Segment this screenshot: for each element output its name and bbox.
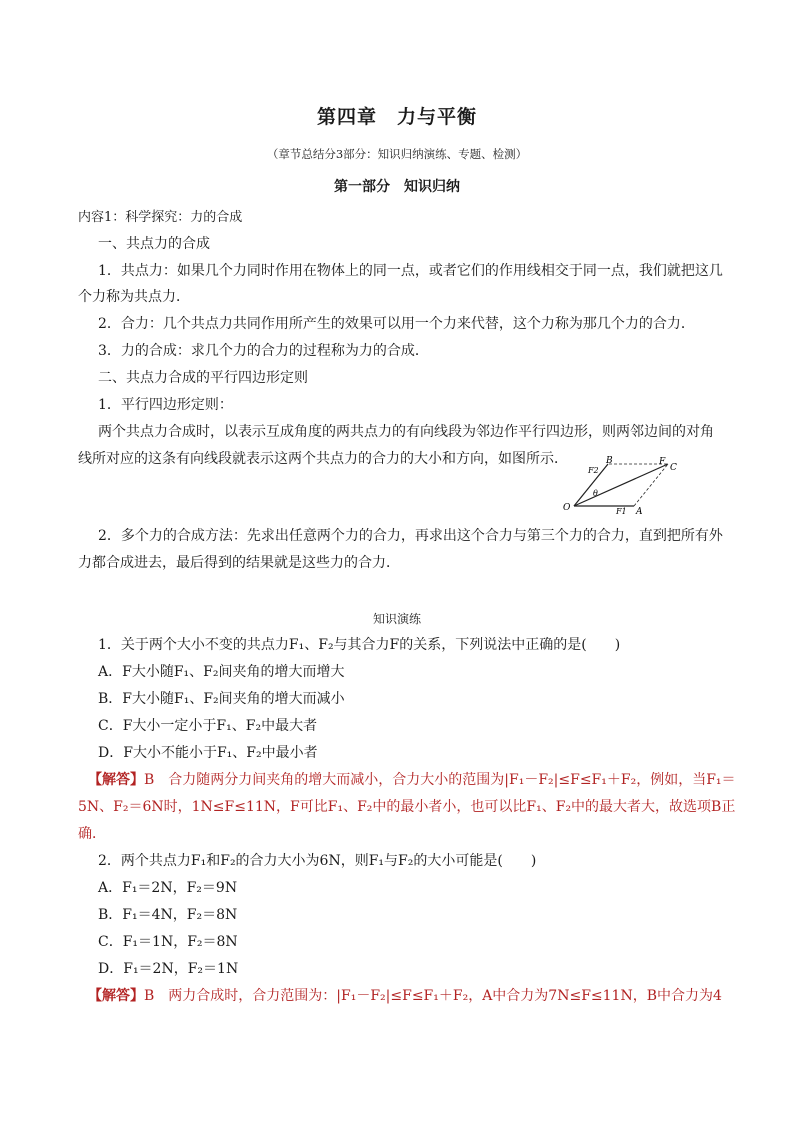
answer-tag: 【解答】 [88, 988, 144, 1004]
part1-title: 第一部分 知识归纳 [334, 179, 460, 195]
q2-option-c: C．F₁＝1N，F₂＝8N [98, 934, 238, 950]
q1-option-b: B．F大小随F₁、F₂间夹角的增大而减小 [98, 691, 345, 707]
section2-heading: 二、共点力合成的平行四边形定则 [98, 370, 308, 386]
paragraph-1-line-1: 1．共点力：如果几个力同时作用在物体上的同一点，或者它们的作用线相交于同一点，我们就把这几 [98, 263, 723, 279]
practice-heading: 知识演练 [372, 612, 421, 626]
answer-1-line-1 [88, 770, 736, 790]
q2-option-b: B．F₁＝4N，F₂＝8N [98, 907, 238, 923]
answer-1-line-2: 5N、F₂＝6N时，1N≤F≤11N，F可比F₁、F₂中的最小者小，也可以比F₁、F₂中的最大者大，故选项B正 [78, 799, 736, 815]
label-c: C [670, 463, 677, 473]
paragraph-2: 2．合力：几个共点力共同作用所产生的效果可以用一个力来代替，这个力称为那几个力的合力． [98, 316, 695, 332]
label-b: B [606, 456, 613, 466]
rule-title: 1．平行四边形定则： [98, 397, 233, 413]
chapter-subtitle: （章节总结分3部分：知识归纳演练、专题、检测） [266, 147, 528, 161]
paragraph-3: 3．力的合成：求几个力的合力的过程称为力的合成． [98, 343, 429, 359]
section1-heading: 一、共点力的合成 [98, 236, 210, 252]
multi-force-line-2: 力都合成进去，最后得到的结果就是这些力的合力． [78, 555, 400, 571]
question-2: 2．两个共点力F₁和F₂的合力大小为6N，则F₁与F₂的大小可能是( ) [98, 853, 537, 869]
multi-force-line-1: 2．多个力的合成方法：先求出任意两个力的合力，再求出这个合力与第三个力的合力，直到把所有外 [98, 528, 723, 544]
label-theta: θ [593, 489, 598, 498]
label-o: O [563, 503, 571, 513]
rule-line-1: 两个共点力合成时，以表示互成角度的两共点力的有向线段为邻边作平行四边形，则两邻边间的对角 [98, 424, 714, 440]
q2-option-d: D．F₁＝2N，F₂＝1N [98, 961, 239, 977]
answer-1-text: B 合力随两分力间夹角的增大而减小，合力大小的范围为|F₁－F₂|≤F≤F₁＋F₂，例如，当F₁＝ [144, 772, 736, 788]
question-1: 1．关于两个大小不变的共点力F₁、F₂与其合力F的关系，下列说法中正确的是( ) [98, 637, 621, 653]
parallelogram-figure [560, 456, 680, 518]
label-f1: F1 [616, 507, 627, 516]
rule-line-2: 线所对应的这条有向线段就表示这两个共点力的合力的大小和方向，如图所示． [78, 451, 568, 467]
q2-option-a: A．F₁＝2N，F₂＝9N [98, 880, 238, 896]
q1-option-d: D．F大小不能小于F₁、F₂中最小者 [98, 745, 318, 761]
answer-1-line-3: 确． [78, 826, 106, 842]
answer-2-line-1 [88, 986, 722, 1006]
paragraph-1-line-2: 个力称为共点力． [78, 289, 190, 305]
chapter-title: 第四章 力与平衡 [316, 106, 477, 128]
label-f: F [659, 457, 666, 467]
answer-tag: 【解答】 [88, 772, 144, 788]
label-a: A [636, 507, 643, 517]
answer-2-text: B 两力合成时，合力范围为：|F₁－F₂|≤F≤F₁＋F₂，A中合力为7N≤F≤11N，B中合力为4 [144, 988, 722, 1004]
q1-option-a: A．F大小随F₁、F₂间夹角的增大而增大 [98, 664, 345, 680]
label-f2: F2 [588, 466, 599, 475]
q1-option-c: C．F大小一定小于F₁、F₂中最大者 [98, 718, 318, 734]
content1-title: 内容1：科学探究：力的合成 [78, 210, 243, 225]
